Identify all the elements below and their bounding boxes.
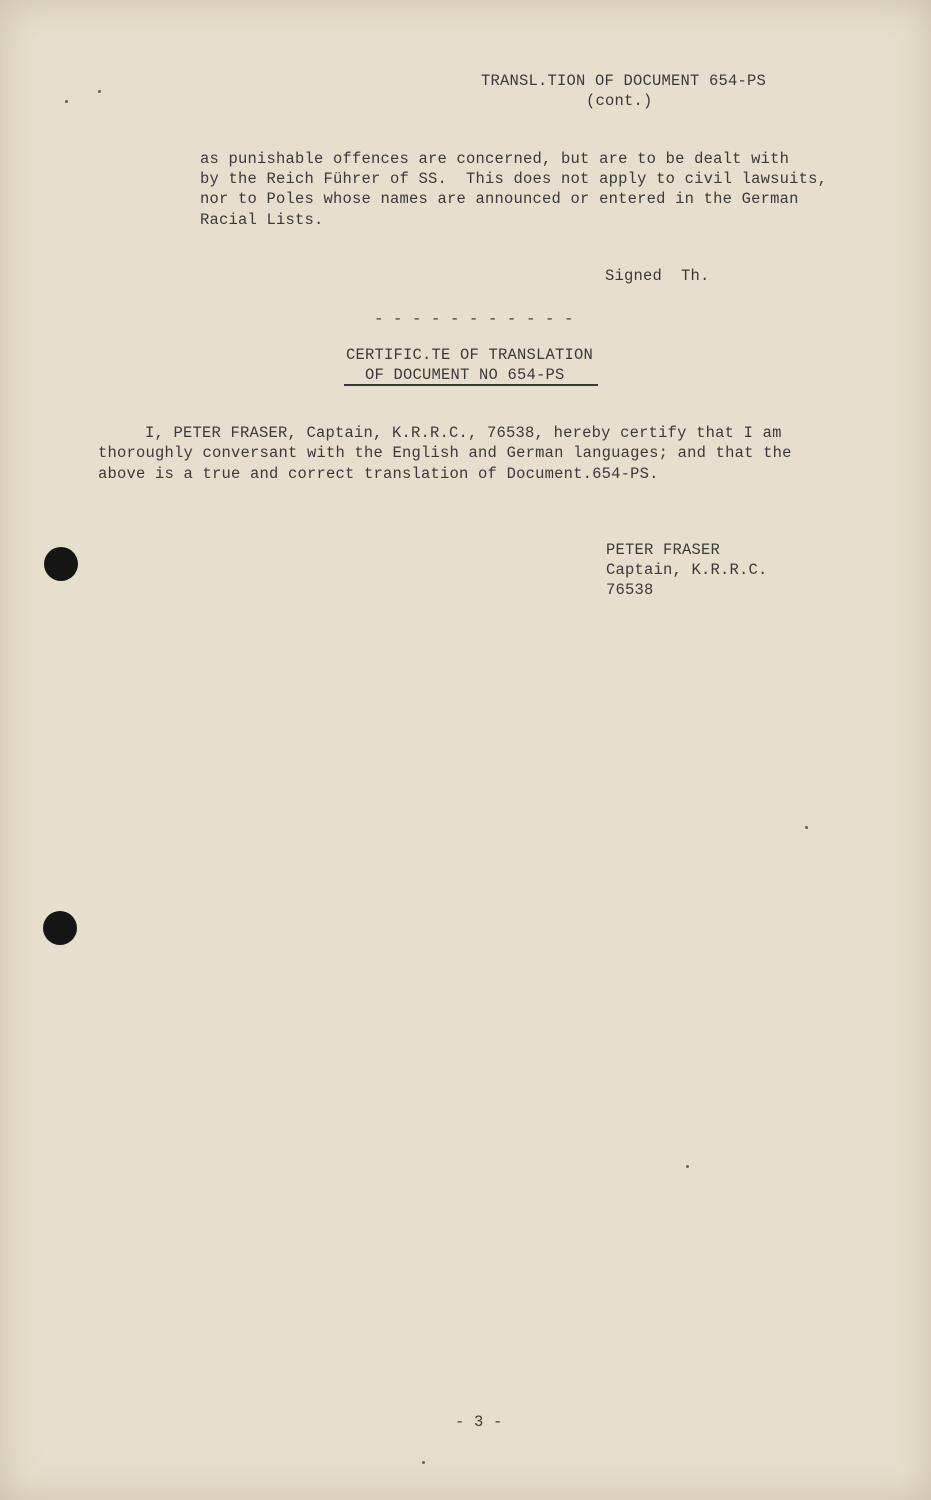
certificate-title-line-2: OF DOCUMENT NO 654-PS (365, 366, 565, 384)
certificate-text-line-3: above is a true and correct translation of Document.654-PS. (98, 465, 659, 483)
body-line-4: Racial Lists. (200, 211, 324, 229)
punch-hole-top (44, 547, 78, 581)
speck-mark (686, 1165, 689, 1168)
page-number: - 3 - (455, 1413, 503, 1431)
body-line-2: by the Reich Führer of SS. This does not apply to civil lawsuits, (200, 170, 828, 188)
certifier-number: 76538 (606, 581, 654, 599)
speck-mark (65, 100, 68, 103)
body-line-3: nor to Poles whose names are announced or entered in the German (200, 190, 799, 208)
continued-label: (cont.) (586, 92, 653, 110)
speck-mark (422, 1461, 425, 1464)
certifier-rank: Captain, K.R.R.C. (606, 561, 768, 579)
certificate-title-line-1: CERTIFIC.TE OF TRANSLATION (346, 346, 594, 364)
speck-mark (98, 90, 101, 93)
certifier-name: PETER FRASER (606, 541, 721, 559)
certificate-text-line-1: I, PETER FRASER, Captain, K.R.R.C., 76538, hereby certify that I am (145, 424, 782, 442)
punch-hole-bottom (43, 911, 77, 945)
signature-line: Signed Th. (605, 267, 710, 285)
separator-line: - - - - - - - - - - - (374, 310, 574, 328)
body-line-1: as punishable offences are concerned, but are to be dealt with (200, 150, 790, 168)
speck-mark (805, 826, 808, 829)
certificate-title-underline (344, 384, 598, 386)
certificate-text-line-2: thoroughly conversant with the English and German languages; and that the (98, 444, 792, 462)
document-title: TRANSL.TION OF DOCUMENT 654-PS (481, 72, 767, 90)
